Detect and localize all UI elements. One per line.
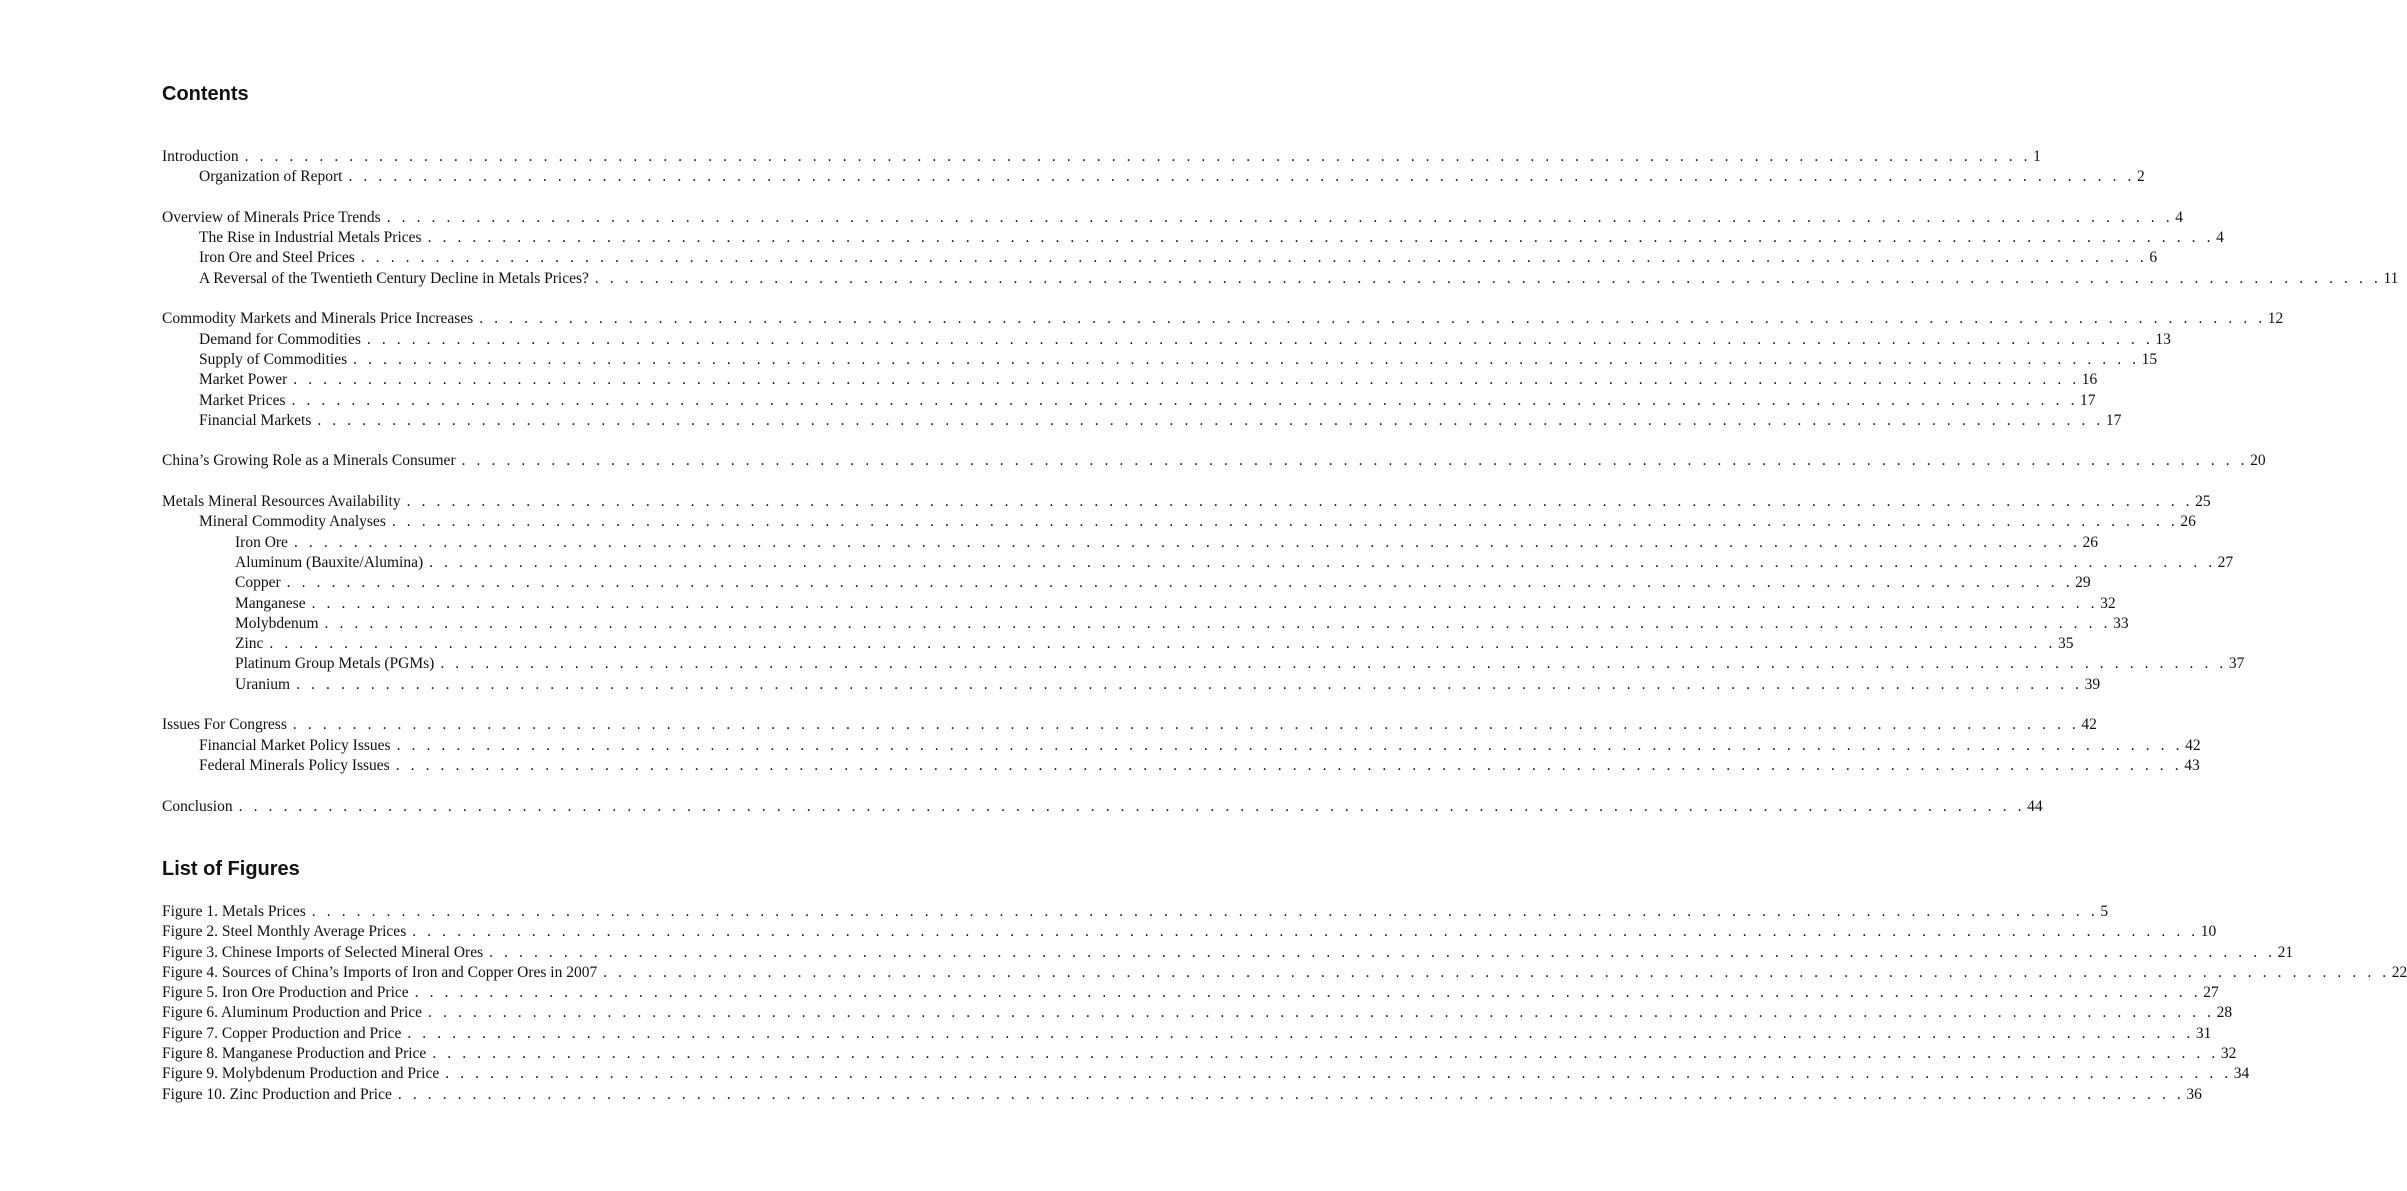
toc-entry-label: Platinum Group Metals (PGMs) [235,655,435,673]
dot-leader: . . . . . . . . . . . . . . . . . . . . . . . . . . . . . . . . . . . . . . . . . . . . . . . . . . . . . . . . . . . . . . . . . . . . . . . . . . . . . . . . . . . . . . . . . . . . . . . . . . . . . . . . . . . . . . . . . . . . . . . . [427,229,2215,247]
toc-entry-page-number: 15 [2141,350,2158,368]
toc-entry[interactable] [162,715,2097,735]
toc-entry-page-number: 29 [2075,574,2091,592]
toc-entry-label: Iron Ore [235,533,288,551]
toc-entry[interactable] [162,736,2201,756]
dot-leader: . . . . . . . . . . . . . . . . . . . . . . . . . . . . . . . . . . . . . . . . . . . . . . . . . . . . . . . . . . . . . . . . . . . . . . . . . . . . . . . . . . . . . . . . . . . . . . . . . . . . . . . . . . . . . . . . . . . . . . . . [489,943,2276,961]
toc-entry-label: Overview of Minerals Price Trends [162,208,381,226]
dot-leader: . . . . . . . . . . . . . . . . . . . . . . . . . . . . . . . . . . . . . . . . . . . . . . . . . . . . . . . . . . . . . . . . . . . . . . . . . . . . . . . . . . . . . . . . . . . . . . . . . . . . . . . . . . . . . . . . . . . . . . . . [324,614,2112,632]
toc-entry-label: Iron Ore and Steel Prices [199,249,355,267]
dot-leader: . . . . . . . . . . . . . . . . . . . . . . . . . . . . . . . . . . . . . . . . . . . . . . . . . . . . . . . . . . . . . . . . . . . . . . . . . . . . . . . . . . . . . . . . . . . . . . . . . . . . . . . . . . . . . . . . . . . . . . . . [311,594,2099,612]
toc-entry[interactable] [162,533,2098,553]
contents-list [162,147,2399,817]
toc-entry-label: Figure 1. Metals Prices [162,903,306,920]
toc-entry-page-number: 35 [2057,635,2074,653]
toc-entry[interactable] [162,943,2294,963]
toc-entry-label: Financial Market Policy Issues [199,736,391,754]
toc-entry-page-number: 11 [2383,269,2399,287]
toc-entry[interactable] [162,1044,2237,1064]
toc-entry[interactable] [162,1024,2212,1044]
toc-entry-page-number: 12 [2267,310,2284,328]
toc-entry[interactable] [162,330,2171,350]
toc-entry-page-number: 1 [2033,148,2041,165]
toc-entry-page-number: 6 [2149,249,2158,267]
toc-entry-label: Uranium [235,675,291,693]
dot-leader: . . . . . . . . . . . . . . . . . . . . . . . . . . . . . . . . . . . . . . . . . . . . . . . . . . . . . . . . . . . . . . . . . . . . . . . . . . . . . . . . . . . . . . . . . . . . . . . . . . . . . . . . . . . . . . . . . . . . . . . . [269,635,2056,653]
toc-entry-label: Figure 9. Molybdenum Production and Price [162,1065,440,1083]
toc-entry-label: Figure 7. Copper Production and Price [162,1024,402,1042]
dot-leader: . . . . . . . . . . . . . . . . . . . . . . . . . . . . . . . . . . . . . . . . . . . . . . . . . . . . . . . . . . . . . . . . . . . . . . . . . . . . . . . . . . . . . . . . . . . . . . . . . . . . . . . . . . . . . . . . . . . . . . . . [292,716,2080,734]
dot-leader: . . . . . . . . . . . . . . . . . . . . . . . . . . . . . . . . . . . . . . . . . . . . . . . . . . . . . . . . . . . . . . . . . . . . . . . . . . . . . . . . . . . . . . . . . . . . . . . . . . . . . . . . . . . . . . . . . . . . . . . . [317,411,2104,429]
dot-leader: . . . . . . . . . . . . . . . . . . . . . . . . . . . . . . . . . . . . . . . . . . . . . . . . . . . . . . . . . . . . . . . . . . . . . . . . . . . . . . . . . . . . . . . . . . . . . . . . . . . . . . . . . . . . . . . . . . . . . . . . [395,756,2183,774]
toc-entry[interactable] [162,411,2122,431]
dot-leader: . . . . . . . . . . . . . . . . . . . . . . . . . . . . . . . . . . . . . . . . . . . . . . . . . . . . . . . . . . . . . . . . . . . . . . . . . . . . . . . . . . . . . . . . . . . . . . . . . . . . . . . . . . . . . . . . . . . . . . . . [479,310,2266,328]
toc-entry-label: Mineral Commodity Analyses [199,513,386,531]
dot-leader: . . . . . . . . . . . . . . . . . . . . . . . . . . . . . . . . . . . . . . . . . . . . . . . . . . . . . . . . . . . . . . . . . . . . . . . . . . . . . . . . . . . . . . . . . . . . . . . . . . . . . . . . . . . . . . . . . . . . . . . . [440,655,2227,673]
toc-entry-label: Figure 8. Manganese Production and Price [162,1045,427,1063]
toc-entry[interactable] [162,269,2399,289]
toc-entry[interactable] [162,797,2043,817]
dot-leader: . . . . . . . . . . . . . . . . . . . . . . . . . . . . . . . . . . . . . . . . . . . . . . . . . . . . . . . . . . . . . . . . . . . . . . . . . . . . . . . . . . . . . . . . . . . . . . . . . . . . . . . . . . . . . . . . . . . . . . . . [594,269,2382,287]
toc-entry-label: Copper [235,574,281,592]
dot-leader: . . . . . . . . . . . . . . . . . . . . . . . . . . . . . . . . . . . . . . . . . . . . . . . . . . . . . . . . . . . . . . . . . . . . . . . . . . . . . . . . . . . . . . . . . . . . . . . . . . . . . . . . . . . . . . . . . . . . . . . . [311,903,2099,920]
toc-entry[interactable] [162,922,2217,942]
dot-leader: . . . . . . . . . . . . . . . . . . . . . . . . . . . . . . . . . . . . . . . . . . . . . . . . . . . . . . . . . . . . . . . . . . . . . . . . . . . . . . . . . . . . . . . . . . . . . . . . . . . . . . . . . . . . . . . . . . . . . . . . [293,371,2080,389]
toc-entry-page-number: 33 [2113,614,2129,632]
toc-entry-page-number: 10 [2200,923,2217,941]
group-spacer [162,472,758,492]
toc-entry-page-number: 31 [2195,1024,2212,1042]
toc-entry-page-number: 2 [2137,168,2145,186]
toc-entry[interactable] [162,634,2074,654]
dot-leader: . . . . . . . . . . . . . . . . . . . . . . . . . . . . . . . . . . . . . . . . . . . . . . . . . . . . . . . . . . . . . . . . . . . . . . . . . . . . . . . . . . . . . . . . . . . . . . . . . . . . . . . . . . . . . . . . . . . . . . . . [286,574,2074,592]
dot-leader: . . . . . . . . . . . . . . . . . . . . . . . . . . . . . . . . . . . . . . . . . . . . . . . . . . . . . . . . . . . . . . . . . . . . . . . . . . . . . . . . . . . . . . . . . . . . . . . . . . . . . . . . . . . . . . . . . . . . . . . . [461,452,2249,470]
dot-leader: . . . . . . . . . . . . . . . . . . . . . . . . . . . . . . . . . . . . . . . . . . . . . . . . . . . . . . . . . . . . . . . . . . . . . . . . . . . . . . . . . . . . . . . . . . . . . . . . . . . . . . . . . . . . . . . . . . . . . . . . [406,493,2194,511]
toc-entry-label: Supply of Commodities [199,350,348,368]
dot-leader: . . . . . . . . . . . . . . . . . . . . . . . . . . . . . . . . . . . . . . . . . . . . . . . . . . . . . . . . . . . . . . . . . . . . . . . . . . . . . . . . . . . . . . . . . . . . . . . . . . . . . . . . . . . . . . . . . . . . . . . . [414,984,2202,1002]
dot-leader: . . . . . . . . . . . . . . . . . . . . . . . . . . . . . . . . . . . . . . . . . . . . . . . . . . . . . . . . . . . . . . . . . . . . . . . . . . . . . . . . . . . . . . . . . . . . . . . . . . . . . . . . . . . . . . . . . . . . . . . . [428,1004,2215,1022]
toc-entry-label: Financial Markets [199,411,312,429]
group-spacer [162,776,758,796]
toc-entry-page-number: 13 [2155,330,2171,348]
toc-entry-page-number: 21 [2277,943,2294,961]
toc-entry-label: China’s Growing Role as a Minerals Consumer [162,452,456,470]
toc-entry[interactable] [162,451,2266,471]
toc-entry-label: Issues For Congress [162,716,287,734]
toc-entry[interactable] [162,573,2091,593]
toc-entry[interactable] [162,1085,2202,1105]
toc-entry-page-number: 42 [2081,716,2097,734]
toc-entry-label: Federal Minerals Policy Issues [199,756,390,774]
toc-entry-label: Commodity Markets and Minerals Price Increases [162,310,474,328]
toc-entry-page-number: 26 [2082,533,2098,551]
toc-entry-label: Figure 10. Zinc Production and Price [162,1085,392,1103]
dot-leader: . . . . . . . . . . . . . . . . . . . . . . . . . . . . . . . . . . . . . . . . . . . . . . . . . . . . . . . . . . . . . . . . . . . . . . . . . . . . . . . . . . . . . . . . . . . . . . . . . . . . . . . . . . . . . . . . . . . . . . . . [348,168,2136,186]
toc-entry[interactable] [162,350,2158,370]
toc-entry-label: Organization of Report [199,168,343,186]
toc-entry-label: Zinc [235,635,264,653]
toc-entry-label: Figure 2. Steel Monthly Average Prices [162,923,407,941]
dot-leader: . . . . . . . . . . . . . . . . . . . . . . . . . . . . . . . . . . . . . . . . . . . . . . . . . . . . . . . . . . . . . . . . . . . . . . . . . . . . . . . . . . . . . . . . . . . . . . . . . . . . . . . . . . . . . . . . . . . . . . . . [397,1085,2185,1103]
toc-entry[interactable] [162,594,2116,614]
dot-leader: . . . . . . . . . . . . . . . . . . . . . . . . . . . . . . . . . . . . . . . . . . . . . . . . . . . . . . . . . . . . . . . . . . . . . . . . . . . . . . . . . . . . . . . . . . . . . . . . . . . . . . . . . . . . . . . . . . . . . . . . [296,675,2083,693]
toc-entry-page-number: 28 [2216,1004,2233,1022]
dot-leader: . . . . . . . . . . . . . . . . . . . . . . . . . . . . . . . . . . . . . . . . . . . . . . . . . . . . . . . . . . . . . . . . . . . . . . . . . . . . . . . . . . . . . . . . . . . . . . . . . . . . . . . . . . . . . . . . . . . . . . . . [293,533,2081,551]
toc-entry-label: Aluminum (Bauxite/Alumina) [235,553,424,571]
figures-list [162,902,2407,1105]
toc-entry-page-number: 17 [2080,391,2096,409]
group-spacer [162,188,758,208]
toc-entry-page-number: 25 [2195,493,2211,511]
toc-entry[interactable] [162,1064,2250,1084]
toc-entry[interactable] [162,391,2096,411]
dot-leader: . . . . . . . . . . . . . . . . . . . . . . . . . . . . . . . . . . . . . . . . . . . . . . . . . . . . . . . . . . . . . . . . . . . . . . . . . . . . . . . . . . . . . . . . . . . . . . . . . . . . . . . . . . . . . . . . . . . . . . . . [445,1065,2232,1083]
group-spacer [162,431,758,451]
dot-leader: . . . . . . . . . . . . . . . . . . . . . . . . . . . . . . . . . . . . . . . . . . . . . . . . . . . . . . . . . . . . . . . . . . . . . . . . . . . . . . . . . . . . . . . . . . . . . . . . . . . . . . . . . . . . . . . . . . . . . . . . [360,249,2148,267]
dot-leader: . . . . . . . . . . . . . . . . . . . . . . . . . . . . . . . . . . . . . . . . . . . . . . . . . . . . . . . . . . . . . . . . . . . . . . . . . . . . . . . . . . . . . . . . . . . . . . . . . . . . . . . . . . . . . . . . . . . . . . . . [291,391,2079,409]
toc-entry-page-number: 22 [2391,963,2407,981]
contents-heading: Contents [162,83,249,105]
dot-leader: . . . . . . . . . . . . . . . . . . . . . . . . . . . . . . . . . . . . . . . . . . . . . . . . . . . . . . . . . . . . . . . . . . . . . . . . . . . . . . . . . . . . . . . . . . . . . . . . . . . . . . . . . . . . . . . . . . . . . . . . [366,330,2154,348]
toc-entry[interactable] [162,983,2219,1003]
toc-entry[interactable] [162,228,2224,248]
dot-leader: . . . . . . . . . . . . . . . . . . . . . . . . . . . . . . . . . . . . . . . . . . . . . . . . . . . . . . . . . . . . . . . . . . . . . . . . . . . . . . . . . . . . . . . . . . . . . . . . . . . . . . . . . . . . . . . . . . . . . . . . [244,148,2032,165]
toc-entry-page-number: 44 [2027,797,2043,815]
toc-entry-page-number: 32 [2220,1045,2237,1063]
toc-entry[interactable] [162,147,2041,167]
toc-entry-page-number: 36 [2186,1085,2202,1103]
toc-entry[interactable] [162,512,2196,532]
dot-leader: . . . . . . . . . . . . . . . . . . . . . . . . . . . . . . . . . . . . . . . . . . . . . . . . . . . . . . . . . . . . . . . . . . . . . . . . . . . . . . . . . . . . . . . . . . . . . . . . . . . . . . . . . . . . . . . . . . . . . . . . [603,963,2390,981]
figures-heading: List of Figures [162,858,300,880]
toc-entry-page-number: 17 [2105,411,2122,429]
toc-entry[interactable] [162,208,2183,228]
toc-entry[interactable] [162,614,2129,634]
toc-entry-page-number: 34 [2233,1065,2250,1083]
toc-entry[interactable] [162,963,2407,983]
toc-entry-page-number: 26 [2180,513,2196,531]
toc-entry-page-number: 39 [2084,675,2101,693]
toc-entry-page-number: 5 [2100,903,2109,920]
dot-leader: . . . . . . . . . . . . . . . . . . . . . . . . . . . . . . . . . . . . . . . . . . . . . . . . . . . . . . . . . . . . . . . . . . . . . . . . . . . . . . . . . . . . . . . . . . . . . . . . . . . . . . . . . . . . . . . . . . . . . . . . [391,513,2179,531]
toc-entry-label: Metals Mineral Resources Availability [162,493,401,511]
toc-entry-page-number: 4 [2175,208,2183,226]
toc-entry-label: Conclusion [162,797,233,815]
toc-entry-label: Market Power [199,371,288,389]
toc-entry[interactable] [162,1003,2233,1023]
toc-entry-page-number: 42 [2185,736,2201,754]
toc-entry[interactable] [162,902,2109,922]
toc-entry-page-number: 37 [2228,655,2245,673]
toc-entry[interactable] [162,553,2234,573]
toc-entry-page-number: 43 [2184,756,2200,774]
dot-leader: . . . . . . . . . . . . . . . . . . . . . . . . . . . . . . . . . . . . . . . . . . . . . . . . . . . . . . . . . . . . . . . . . . . . . . . . . . . . . . . . . . . . . . . . . . . . . . . . . . . . . . . . . . . . . . . . . . . . . . . . [432,1045,2219,1063]
toc-entry-page-number: 4 [2216,229,2224,247]
dot-leader: . . . . . . . . . . . . . . . . . . . . . . . . . . . . . . . . . . . . . . . . . . . . . . . . . . . . . . . . . . . . . . . . . . . . . . . . . . . . . . . . . . . . . . . . . . . . . . . . . . . . . . . . . . . . . . . . . . . . . . . . [238,797,2026,815]
toc-entry[interactable] [162,248,2158,268]
toc-entry-page-number: 32 [2100,594,2116,612]
dot-leader: . . . . . . . . . . . . . . . . . . . . . . . . . . . . . . . . . . . . . . . . . . . . . . . . . . . . . . . . . . . . . . . . . . . . . . . . . . . . . . . . . . . . . . . . . . . . . . . . . . . . . . . . . . . . . . . . . . . . . . . . [407,1024,2194,1042]
toc-entry-page-number: 27 [2217,553,2234,571]
toc-entry[interactable] [162,756,2200,776]
toc-entry[interactable] [162,492,2211,512]
toc-entry-label: Figure 4. Sources of China’s Imports of Iron and Copper Ores in 2007 [162,963,598,981]
toc-entry-label: The Rise in Industrial Metals Prices [199,229,422,247]
toc-entry[interactable] [162,167,2145,187]
toc-entry-page-number: 16 [2081,371,2098,389]
toc-entry-label: Market Prices [199,391,286,409]
toc-entry[interactable] [162,309,2284,329]
toc-entry-label: Figure 3. Chinese Imports of Selected Mineral Ores [162,943,484,961]
toc-entry-label: Demand for Commodities [199,330,361,348]
toc-entry-label: Figure 5. Iron Ore Production and Price [162,984,409,1002]
toc-entry[interactable] [162,370,2098,390]
dot-leader: . . . . . . . . . . . . . . . . . . . . . . . . . . . . . . . . . . . . . . . . . . . . . . . . . . . . . . . . . . . . . . . . . . . . . . . . . . . . . . . . . . . . . . . . . . . . . . . . . . . . . . . . . . . . . . . . . . . . . . . . [429,553,2216,571]
toc-entry-label: Molybdenum [235,614,319,632]
toc-entry-page-number: 20 [2250,452,2266,470]
toc-entry[interactable] [162,654,2245,674]
dot-leader: . . . . . . . . . . . . . . . . . . . . . . . . . . . . . . . . . . . . . . . . . . . . . . . . . . . . . . . . . . . . . . . . . . . . . . . . . . . . . . . . . . . . . . . . . . . . . . . . . . . . . . . . . . . . . . . . . . . . . . . . [396,736,2184,754]
toc-entry-label: Figure 6. Aluminum Production and Price [162,1004,423,1022]
toc-entry-page-number: 27 [2203,984,2219,1002]
group-spacer [162,695,758,715]
dot-leader: . . . . . . . . . . . . . . . . . . . . . . . . . . . . . . . . . . . . . . . . . . . . . . . . . . . . . . . . . . . . . . . . . . . . . . . . . . . . . . . . . . . . . . . . . . . . . . . . . . . . . . . . . . . . . . . . . . . . . . . . [386,208,2174,226]
dot-leader: . . . . . . . . . . . . . . . . . . . . . . . . . . . . . . . . . . . . . . . . . . . . . . . . . . . . . . . . . . . . . . . . . . . . . . . . . . . . . . . . . . . . . . . . . . . . . . . . . . . . . . . . . . . . . . . . . . . . . . . . [353,350,2140,368]
toc-entry-label: A Reversal of the Twentieth Century Decline in Metals Prices? [199,269,589,287]
dot-leader: . . . . . . . . . . . . . . . . . . . . . . . . . . . . . . . . . . . . . . . . . . . . . . . . . . . . . . . . . . . . . . . . . . . . . . . . . . . . . . . . . . . . . . . . . . . . . . . . . . . . . . . . . . . . . . . . . . . . . . . . [412,923,2199,941]
toc-entry[interactable] [162,675,2101,695]
toc-entry-label: Introduction [162,148,239,165]
group-spacer [162,289,758,309]
toc-entry-label: Manganese [235,594,306,612]
